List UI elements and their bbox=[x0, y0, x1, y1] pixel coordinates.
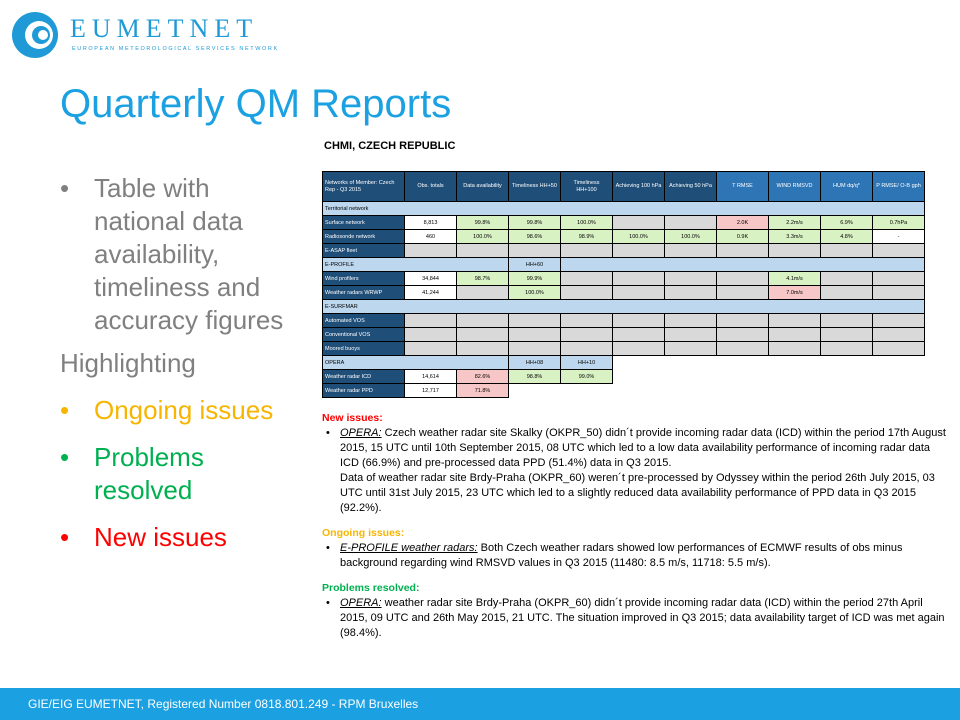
table-header-cell: Achieving 50 hPa bbox=[665, 172, 717, 202]
table-cell: 3.3m/s bbox=[769, 230, 821, 244]
table-section-row bbox=[323, 258, 925, 272]
bullet-dot-icon: • bbox=[60, 173, 70, 203]
bullet-new bbox=[60, 521, 290, 554]
row-label: Wind profilers bbox=[323, 272, 405, 286]
table-cell: 98.6% bbox=[509, 230, 561, 244]
issue-text: weather radar site Brdy-Praha (OKPR_60) didn´t provide incoming radar data (ICD) within the period 27th April 2015, 09 UTC and 26th May 2015, 21 UTC. The situation improved in Q3 2015; data availability target of ICD was met again (98.4%). bbox=[340, 597, 945, 639]
list-item bbox=[322, 426, 947, 516]
section-esurfmar: E-SURFMAR bbox=[323, 300, 925, 314]
row-label: Weather radar PPD bbox=[323, 384, 405, 398]
ongoing-issues-block bbox=[322, 526, 947, 571]
issue-text: Data of weather radar site Brdy-Praha (OKPR_60) weren´t pre-processed by Odyssey within the period 26th July 2015, 03 UTC until 31st July 2015, 23 UTC which led to a slightly reduced data availability performance of PPD data in Q3 2015 (92.2%). bbox=[340, 472, 935, 514]
table-cell: - bbox=[873, 230, 925, 244]
row-label: Surface network bbox=[323, 216, 405, 230]
table-header-row bbox=[323, 172, 925, 202]
table-cell: 71.8% bbox=[457, 384, 509, 398]
bullet-intro-text: Table with national data availability, timeliness and accuracy figures bbox=[94, 173, 284, 335]
table-cell: 34,844 bbox=[405, 272, 457, 286]
eumetnet-logo-icon bbox=[10, 10, 60, 60]
table-cell: 2.2m/s bbox=[769, 216, 821, 230]
table-header-cell: Timeliness HH+100 bbox=[561, 172, 613, 202]
table-cell: 82.6% bbox=[457, 370, 509, 384]
issue-text: Both Czech weather radars showed low performances of ECMWF results of obs minus background regarding wind RMSVD values in Q3 2015 (11480: 8.5 m/s, 11718: 5.5 m/s). bbox=[340, 542, 903, 569]
table-cell: 99.9% bbox=[509, 272, 561, 286]
table-cell: 460 bbox=[405, 230, 457, 244]
qm-report-image bbox=[322, 140, 947, 680]
bullet-resolved-text: Problems resolved bbox=[94, 442, 204, 505]
issue-label: OPERA: bbox=[340, 597, 382, 609]
list-item bbox=[322, 596, 947, 641]
table-cell: 2.0K bbox=[717, 216, 769, 230]
table-row bbox=[323, 314, 925, 328]
eumetnet-logo bbox=[10, 8, 279, 60]
table-row bbox=[323, 370, 925, 384]
table-row bbox=[323, 342, 925, 356]
table-header-cell: P RMSE/ O-B gph bbox=[873, 172, 925, 202]
problems-resolved-block bbox=[322, 581, 947, 641]
table-section-row bbox=[323, 244, 925, 258]
table-header-cell: Networks of Member: Czech Rep - Q3 2015 bbox=[323, 172, 405, 202]
bullet-ongoing bbox=[60, 394, 290, 427]
issue-label: E-PROFILE weather radars: bbox=[340, 542, 478, 554]
table-header-cell: Obs. totals bbox=[405, 172, 457, 202]
footer-bar bbox=[0, 688, 960, 720]
table-section-row bbox=[323, 300, 925, 314]
table-cell: 4.1m/s bbox=[769, 272, 821, 286]
bullet-dot-icon: • bbox=[60, 522, 70, 552]
table-cell: 0.7hPa bbox=[873, 216, 925, 230]
slide-title: Quarterly QM Reports bbox=[60, 82, 452, 126]
table-header-cell: HUM dq/q* bbox=[821, 172, 873, 202]
list-item bbox=[322, 541, 947, 571]
bullet-dot-icon: • bbox=[60, 395, 70, 425]
bullet-dot-icon: • bbox=[326, 597, 330, 609]
table-cell: 99.8% bbox=[457, 216, 509, 230]
bullet-list bbox=[60, 172, 290, 554]
section-eprofile: E-PROFILE bbox=[323, 258, 509, 272]
table-section-row bbox=[323, 202, 925, 216]
table-cell: 98.9% bbox=[561, 230, 613, 244]
bullet-dot-icon: • bbox=[326, 542, 330, 554]
table-row bbox=[323, 384, 925, 398]
table-header-cell: T RMSE bbox=[717, 172, 769, 202]
table-section-row bbox=[323, 356, 925, 370]
issue-text: Czech weather radar site Skalky (OKPR_50) didn´t provide incoming radar data (ICD) within the period 17th August 2015, 15 UTC until 10th September 2015, 08 UTC which led to a low data availability performance of incoming radar data ICD (66.9%) and pre-processed data PPD (51.4%) data in Q3 2015. bbox=[340, 427, 946, 469]
table-header-cell: Achieving 100 hPa bbox=[613, 172, 665, 202]
table-cell: 98.8% bbox=[509, 370, 561, 384]
qm-table bbox=[322, 171, 925, 398]
table-cell: 99.0% bbox=[561, 370, 613, 384]
table-header-cell: Data availability bbox=[457, 172, 509, 202]
bullet-dot-icon: • bbox=[60, 442, 70, 472]
bullet-ongoing-text: Ongoing issues bbox=[94, 395, 274, 425]
row-label: Conventional VOS bbox=[323, 328, 405, 342]
section-opera: OPERA bbox=[323, 356, 509, 370]
issues-section bbox=[322, 411, 947, 641]
eprofile-hh-cell: HH+60 bbox=[509, 258, 561, 272]
table-row bbox=[323, 230, 925, 244]
row-label: Weather radar ICD bbox=[323, 370, 405, 384]
table-row bbox=[323, 328, 925, 342]
report-title: CHMI, CZECH REPUBLIC bbox=[324, 140, 456, 152]
table-cell: 4.8% bbox=[821, 230, 873, 244]
ongoing-issues-heading: Ongoing issues: bbox=[322, 527, 405, 539]
table-header-cell: Timeliness HH+50 bbox=[509, 172, 561, 202]
table-cell bbox=[665, 216, 717, 230]
table-row bbox=[323, 216, 925, 230]
table-cell: 100.0% bbox=[665, 230, 717, 244]
section-easap: E-ASAP fleet bbox=[323, 244, 405, 258]
table-cell bbox=[613, 216, 665, 230]
footer-text: GIE/EIG EUMETNET, Registered Number 0818.801.249 - RPM Bruxelles bbox=[28, 697, 419, 711]
table-cell: 6.9% bbox=[821, 216, 873, 230]
logo-subtitle: EUROPEAN METEOROLOGICAL SERVICES NETWORK bbox=[72, 46, 279, 52]
table-cell: 0.9K bbox=[717, 230, 769, 244]
logo-brand: EUMETNET bbox=[70, 14, 259, 43]
opera-hh-cell: HH+08 bbox=[509, 356, 561, 370]
row-label: Radiosonde network bbox=[323, 230, 405, 244]
row-label: Automated VOS bbox=[323, 314, 405, 328]
highlighting-label: Highlighting bbox=[60, 348, 196, 378]
new-issues-block bbox=[322, 411, 947, 516]
table-cell: 14,614 bbox=[405, 370, 457, 384]
table-cell: 41,244 bbox=[405, 286, 457, 300]
table-cell: 8,813 bbox=[405, 216, 457, 230]
table-cell: 7.0m/s bbox=[769, 286, 821, 300]
section-territorial: Territorial network bbox=[323, 202, 925, 216]
table-cell: 99.8% bbox=[509, 216, 561, 230]
bullet-intro bbox=[60, 172, 290, 337]
problems-resolved-heading: Problems resolved: bbox=[322, 582, 420, 594]
bullet-resolved bbox=[60, 441, 290, 507]
table-cell: 100.0% bbox=[509, 286, 561, 300]
table-cell: 12,717 bbox=[405, 384, 457, 398]
table-cell: 98.7% bbox=[457, 272, 509, 286]
opera-hh-cell: HH+10 bbox=[561, 356, 613, 370]
table-row bbox=[323, 286, 925, 300]
table-header-cell: WIND RMSVD bbox=[769, 172, 821, 202]
table-cell: 100.0% bbox=[561, 216, 613, 230]
issue-label: OPERA: bbox=[340, 427, 382, 439]
table-row bbox=[323, 272, 925, 286]
row-label: Moored buoys bbox=[323, 342, 405, 356]
row-label: Weather radars WRWP bbox=[323, 286, 405, 300]
table-cell: 100.0% bbox=[613, 230, 665, 244]
table-cell: 100.0% bbox=[457, 230, 509, 244]
bullet-dot-icon: • bbox=[326, 427, 330, 439]
new-issues-heading: New issues: bbox=[322, 412, 383, 424]
bullet-new-text: New issues bbox=[94, 522, 227, 552]
